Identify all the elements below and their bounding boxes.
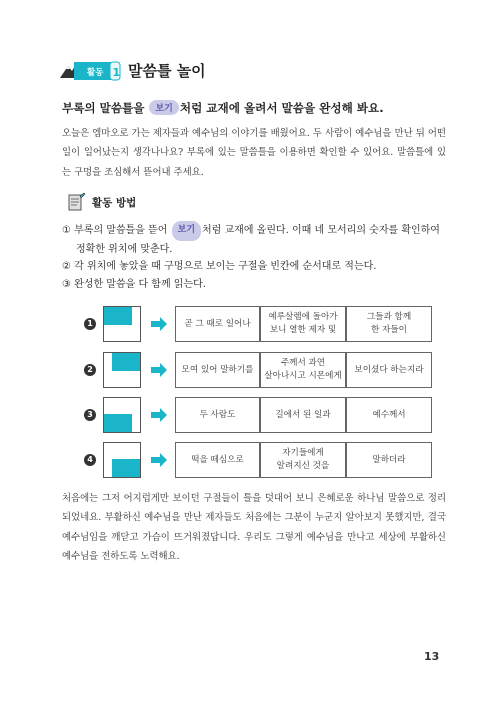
verse-cell: 곧 그 때로 일어나 xyxy=(175,306,260,342)
activity-badge-number: 1 xyxy=(112,66,121,79)
intro-paragraph: 오늘은 엠마오로 가는 제자들과 예수님의 이야기를 배웠어요. 두 사람이 예수님을 만난 뒤 어떤 일이 일어났는지 생각나나요? 부록에 있는 말씀틀을 이용하면 확인할 수 있어요. 말씀틀에 있는 구멍을 조심해서 뜯어내 주세요. xyxy=(62,128,446,178)
frame-hole xyxy=(104,307,132,325)
step-2-text: 각 위치에 놓았을 때 구멍으로 보이는 구절을 빈칸에 순서대로 적는다. xyxy=(70,261,377,273)
row-number: 1 xyxy=(84,318,96,330)
verse-row-1 xyxy=(84,306,434,344)
row-number: 4 xyxy=(84,454,96,466)
method-title: 활동 방법 xyxy=(92,197,137,209)
page-number: 13 xyxy=(424,650,440,663)
step-3-text: 완성한 말씀을 다 함께 읽는다. xyxy=(70,278,206,290)
frame-position-box xyxy=(103,442,141,478)
notepad-pencil-icon xyxy=(68,192,86,212)
step-2-num: ② xyxy=(62,261,71,273)
verse-cell: 모여 있어 말하기를 xyxy=(175,352,260,388)
instruction-after: 처럼 교재에 올려서 말씀을 완성해 봐요. xyxy=(179,101,384,115)
verse-cell: 두 사람도 xyxy=(175,397,260,433)
frame-position-box xyxy=(103,352,141,388)
verse-cell: 길에서 된 일과 xyxy=(260,397,346,433)
step-1 xyxy=(62,221,452,241)
verse-cell: 자기들에게 알려지신 것을 xyxy=(260,442,346,478)
verse-cell: 예루살렘에 돌아가 보니 열한 제자 및 xyxy=(260,306,346,342)
verse-cell: 예수께서 xyxy=(346,397,432,433)
step-1-continued: 정확한 위치에 맞춘다. xyxy=(76,243,173,255)
verse-cell: 보이셨다 하는지라 xyxy=(346,352,432,388)
frame-hole xyxy=(112,353,140,371)
frame-position-box xyxy=(103,306,141,342)
step-2 xyxy=(62,258,452,276)
mountain-icon xyxy=(60,58,122,82)
bogi-badge: 보기 xyxy=(149,100,178,115)
conclusion-paragraph: 처음에는 그저 어지럽게만 보이던 구절들이 틀을 덧대어 보니 은혜로운 하나님 말씀으로 정리되었네요. 부활하신 예수님을 만난 제자들도 처음에는 그분이 누군지 알아보지 못했지만, 결국 예수님임을 깨닫고 가슴이 뜨거워졌답니다. 우리도 그렇게 예수님을 만나고 세상에 부활하신 예수님을 전하도록 노력해요. xyxy=(62,493,446,562)
instruction-before: 부록의 말씀틀을 xyxy=(62,101,149,115)
frame-hole xyxy=(112,459,140,477)
activity-title: 말씀틀 놀이 xyxy=(128,62,206,80)
activity-badge xyxy=(60,58,122,82)
activity-badge-label: 활동 xyxy=(87,68,104,78)
step-1-after: 처럼 교재에 올린다. 이때 네 모서리의 숫자를 확인하여 xyxy=(202,225,440,236)
step-1-num: ① xyxy=(62,225,71,236)
verse-row-2 xyxy=(84,352,434,390)
bogi-badge-step: 보기 xyxy=(172,221,201,241)
instruction xyxy=(62,100,384,116)
verse-cell: 떡을 떼심으로 xyxy=(175,442,260,478)
verse-cell: 주께서 과연 살아나시고 시몬에게 xyxy=(260,352,346,388)
arrow-right-icon xyxy=(151,363,167,377)
arrow-right-icon xyxy=(151,453,167,467)
verse-cell: 그들과 함께 한 자들이 xyxy=(346,306,432,342)
row-number: 3 xyxy=(84,409,96,421)
step-1-before: 부록의 말씀틀을 뜯어 xyxy=(70,225,171,236)
step-3 xyxy=(62,276,452,294)
verse-cell: 말하더라 xyxy=(346,442,432,478)
arrow-right-icon xyxy=(151,317,167,331)
method-steps xyxy=(62,221,452,293)
step-3-num: ③ xyxy=(62,278,71,290)
frame-position-box xyxy=(103,397,141,433)
row-number: 2 xyxy=(84,364,96,376)
arrow-right-icon xyxy=(151,408,167,422)
verse-row-4 xyxy=(84,442,434,480)
verse-row-3 xyxy=(84,397,434,435)
frame-hole xyxy=(104,414,132,432)
